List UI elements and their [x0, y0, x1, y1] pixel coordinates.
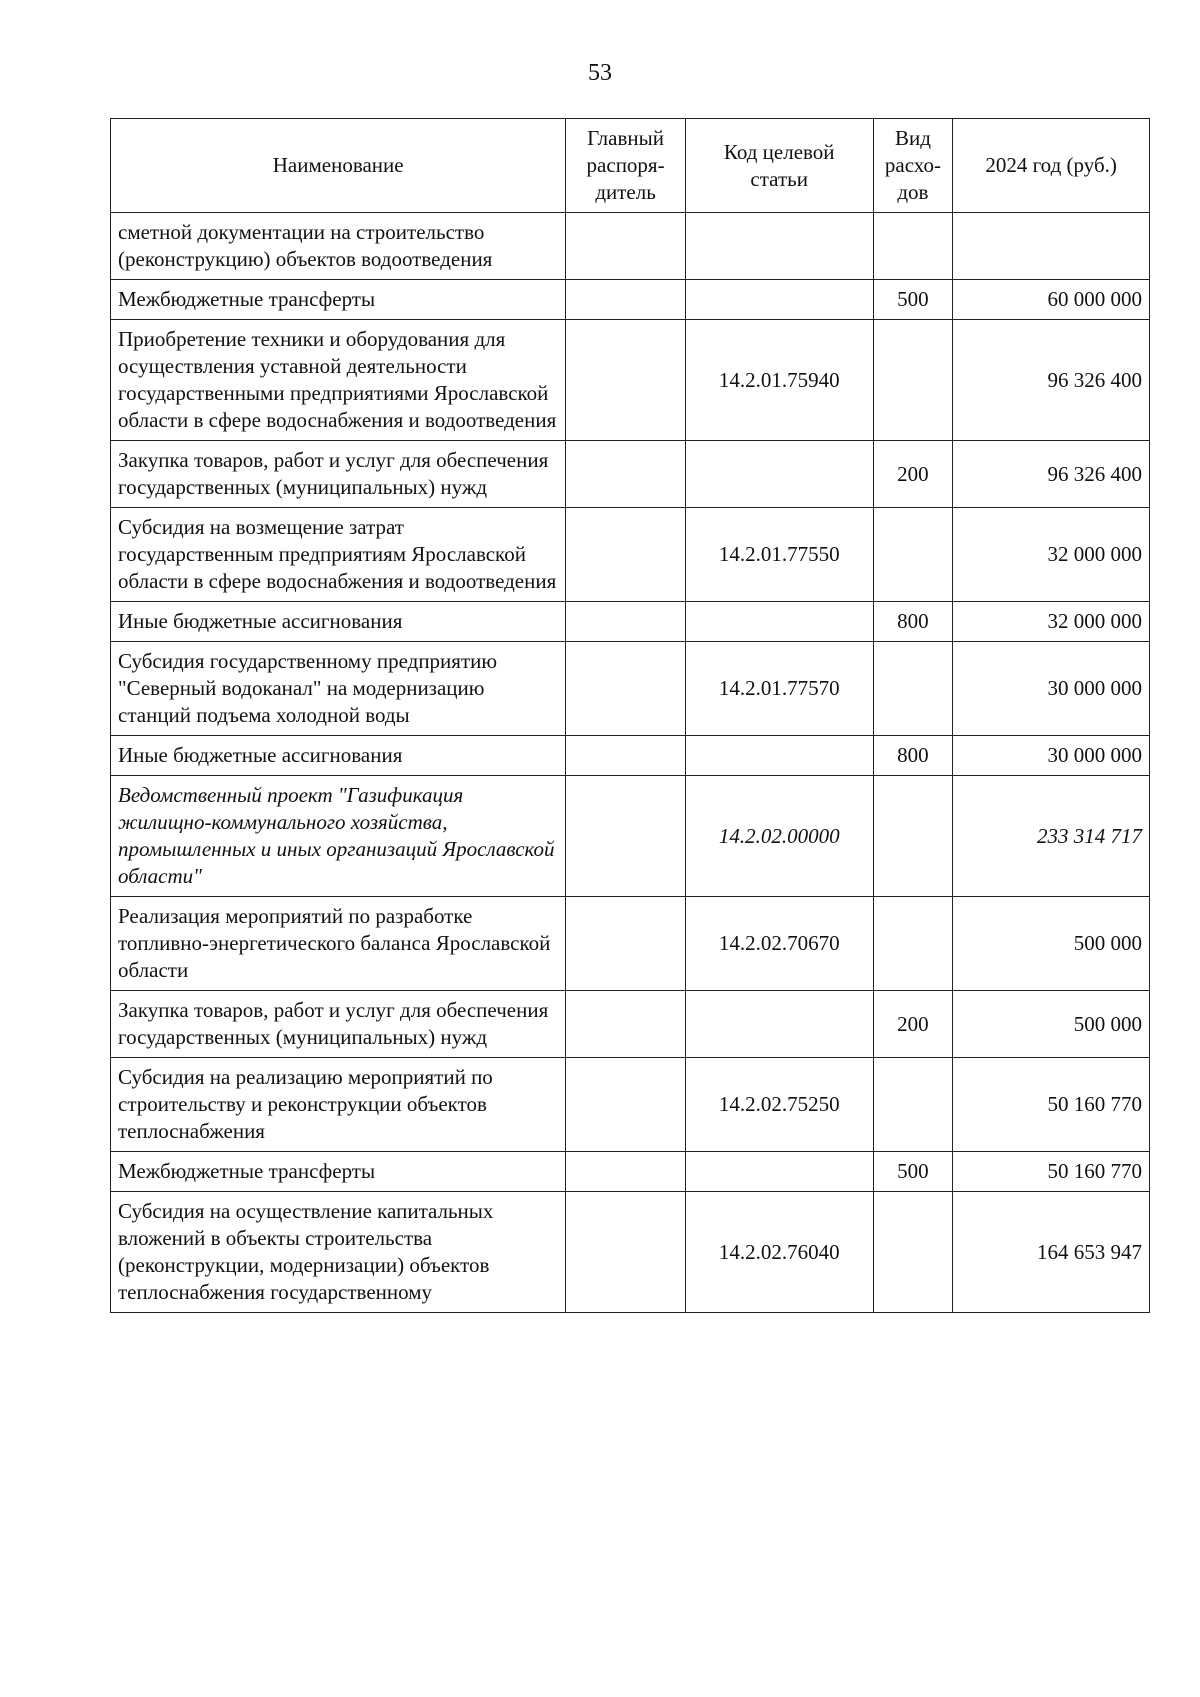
table-row: [111, 602, 1150, 642]
table-row: [111, 441, 1150, 508]
cell-name: Субсидия государственному предприятию "Северный водоканал" на модернизацию станций подъема холодной воды: [111, 642, 566, 736]
table-row: [111, 280, 1150, 320]
cell-amount: 32 000 000: [953, 508, 1150, 602]
cell-code: [685, 213, 873, 280]
cell-code: [685, 736, 873, 776]
cell-manager: [566, 776, 685, 897]
cell-name: сметной документации на строительство (реконструкцию) объектов водоотведения: [111, 213, 566, 280]
cell-amount: 164 653 947: [953, 1192, 1150, 1313]
cell-amount: 500 000: [953, 991, 1150, 1058]
page-number: 53: [588, 60, 612, 86]
cell-type: 200: [873, 991, 953, 1058]
cell-code: [685, 1152, 873, 1192]
header-type: Вид расхо-дов: [873, 119, 953, 213]
cell-manager: [566, 642, 685, 736]
cell-type: [873, 1058, 953, 1152]
table-row-project: [111, 776, 1150, 897]
cell-amount: 50 160 770: [953, 1058, 1150, 1152]
cell-name: Иные бюджетные ассигнования: [111, 602, 566, 642]
header-manager: Главный распоря-дитель: [566, 119, 685, 213]
header-row: [111, 119, 1150, 213]
table-row: [111, 508, 1150, 602]
cell-type: 500: [873, 1152, 953, 1192]
table-row: [111, 1058, 1150, 1152]
cell-code: 14.2.01.77570: [685, 642, 873, 736]
cell-manager: [566, 441, 685, 508]
cell-amount: 32 000 000: [953, 602, 1150, 642]
cell-manager: [566, 897, 685, 991]
cell-type: 200: [873, 441, 953, 508]
table-row: [111, 897, 1150, 991]
header-code: Код целевой статьи: [685, 119, 873, 213]
cell-type: [873, 508, 953, 602]
cell-amount: 50 160 770: [953, 1152, 1150, 1192]
cell-code: [685, 602, 873, 642]
cell-manager: [566, 1192, 685, 1313]
table-row: [111, 1192, 1150, 1313]
cell-manager: [566, 280, 685, 320]
cell-code: 14.2.02.00000: [685, 776, 873, 897]
cell-code: 14.2.01.77550: [685, 508, 873, 602]
cell-name: Иные бюджетные ассигнования: [111, 736, 566, 776]
cell-manager: [566, 213, 685, 280]
cell-code: 14.2.01.75940: [685, 320, 873, 441]
budget-table: [110, 118, 1150, 1313]
cell-type: [873, 320, 953, 441]
cell-code: 14.2.02.75250: [685, 1058, 873, 1152]
header-name: Наименование: [111, 119, 566, 213]
table-row: [111, 213, 1150, 280]
cell-type: 800: [873, 736, 953, 776]
table-row: [111, 991, 1150, 1058]
cell-code: 14.2.02.70670: [685, 897, 873, 991]
cell-amount: 30 000 000: [953, 642, 1150, 736]
cell-manager: [566, 320, 685, 441]
cell-code: [685, 280, 873, 320]
cell-amount: 500 000: [953, 897, 1150, 991]
cell-name: Реализация мероприятий по разработке топливно-энергетического баланса Ярославской области: [111, 897, 566, 991]
cell-manager: [566, 991, 685, 1058]
cell-code: [685, 441, 873, 508]
cell-amount: 96 326 400: [953, 441, 1150, 508]
cell-manager: [566, 1152, 685, 1192]
cell-manager: [566, 1058, 685, 1152]
cell-name: Субсидия на осуществление капитальных вложений в объекты строительства (реконструкции, модернизации) объектов теплоснабжения государственному: [111, 1192, 566, 1313]
cell-manager: [566, 508, 685, 602]
table-row: [111, 1152, 1150, 1192]
cell-amount: 30 000 000: [953, 736, 1150, 776]
cell-name: Закупка товаров, работ и услуг для обеспечения государственных (муниципальных) нужд: [111, 441, 566, 508]
table-row: [111, 642, 1150, 736]
cell-amount: 96 326 400: [953, 320, 1150, 441]
cell-type: 500: [873, 280, 953, 320]
cell-type: [873, 642, 953, 736]
cell-type: [873, 213, 953, 280]
cell-name: Субсидия на возмещение затрат государственным предприятиям Ярославской области в сфере водоснабжения и водоотведения: [111, 508, 566, 602]
cell-type: [873, 776, 953, 897]
cell-manager: [566, 736, 685, 776]
header-amount: 2024 год (руб.): [953, 119, 1150, 213]
table-row: [111, 736, 1150, 776]
cell-name: Субсидия на реализацию мероприятий по строительству и реконструкции объектов теплоснабжения: [111, 1058, 566, 1152]
cell-type: [873, 897, 953, 991]
cell-amount: 233 314 717: [953, 776, 1150, 897]
cell-name: Межбюджетные трансферты: [111, 1152, 566, 1192]
cell-name: Ведомственный проект "Газификация жилищно-коммунального хозяйства, промышленных и иных организаций Ярославской области": [111, 776, 566, 897]
cell-amount: 60 000 000: [953, 280, 1150, 320]
table-row: [111, 320, 1150, 441]
cell-type: [873, 1192, 953, 1313]
cell-code: [685, 991, 873, 1058]
cell-name: Приобретение техники и оборудования для осуществления уставной деятельности государственными предприятиями Ярославской области в сфере водоснабжения и водоотведения: [111, 320, 566, 441]
cell-name: Межбюджетные трансферты: [111, 280, 566, 320]
cell-manager: [566, 602, 685, 642]
cell-type: 800: [873, 602, 953, 642]
cell-amount: [953, 213, 1150, 280]
cell-code: 14.2.02.76040: [685, 1192, 873, 1313]
cell-name: Закупка товаров, работ и услуг для обеспечения государственных (муниципальных) нужд: [111, 991, 566, 1058]
